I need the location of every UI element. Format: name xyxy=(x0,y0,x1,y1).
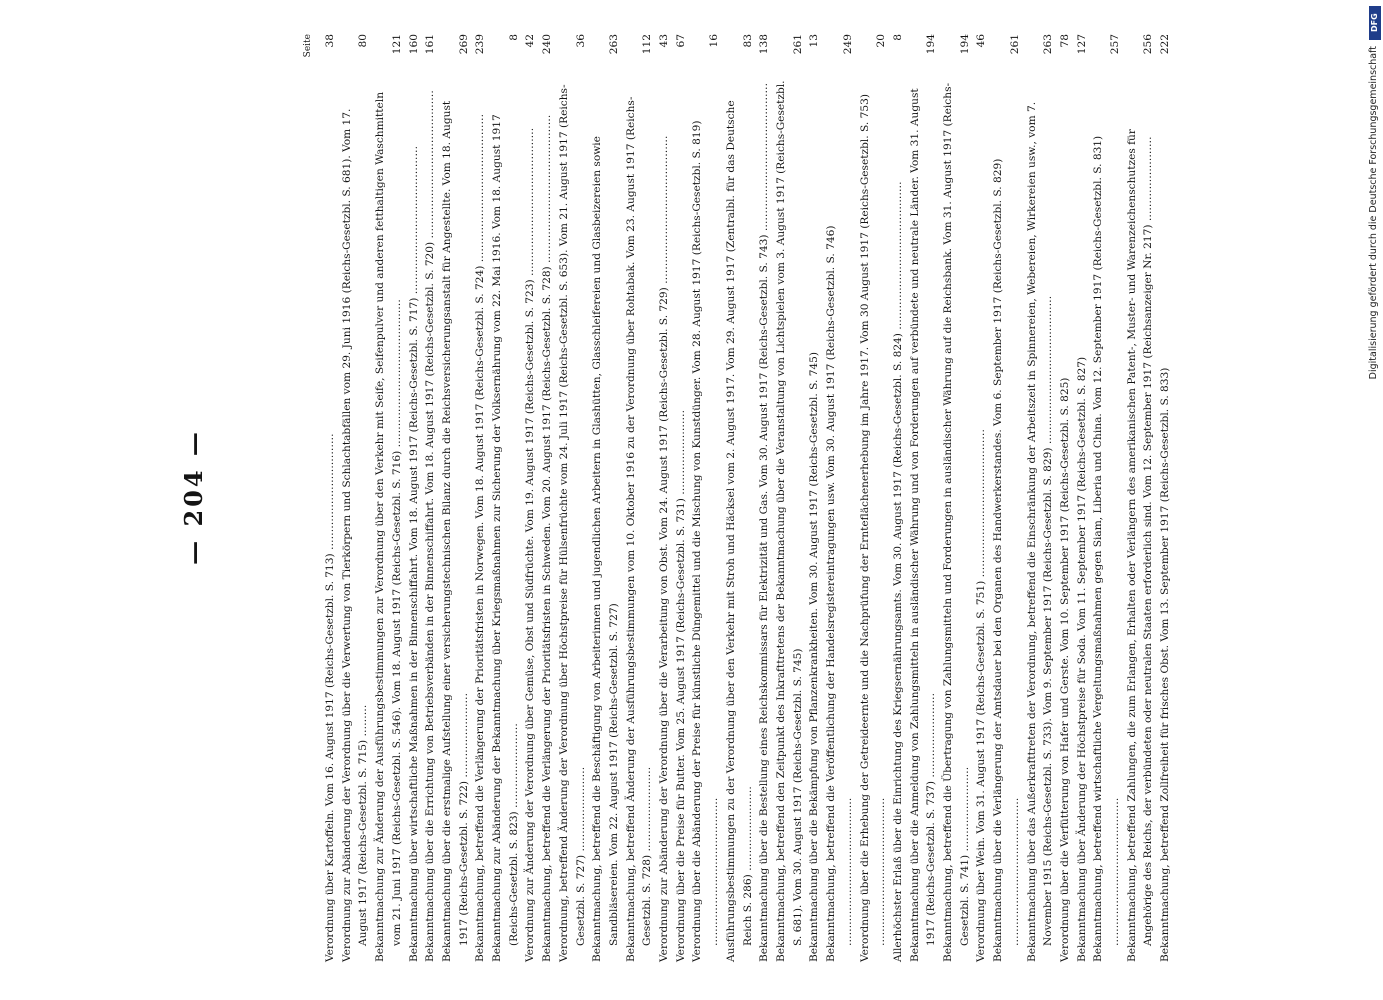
entry-text: Bekanntmachung, betreffend die Veröffentlichung der Handelsregistereintragungen usw. Vom 30. August 1917 (Reichs-Gesetzbl. S. 746) …………………………………… xyxy=(825,225,854,962)
entry-page-number: 240 xyxy=(541,34,554,55)
index-entry xyxy=(406,32,423,962)
entry-page-number: 20 xyxy=(875,34,888,48)
entry-text: Bekanntmachung, betreffend die Verlängerung der Prioritätsfristen in Norwegen. Vom 18. August 1917 (Reichs-Gesetzbl. S. 724) …………………………………… xyxy=(474,113,487,962)
entry-page-number: 263 xyxy=(1042,34,1055,55)
entry-page-number: 42 xyxy=(524,34,537,48)
index-entry xyxy=(940,32,973,962)
index-entry xyxy=(539,32,556,962)
index-entry xyxy=(973,32,990,962)
entry-page-number: 138 xyxy=(758,34,771,55)
entry-page-number: 78 xyxy=(1058,34,1071,48)
entry-text: Bekanntmachung, betreffend Zahlungen, die zum Erlangen, Erhalten oder Verlängern des amerikanischen Patent-, Muster- und Warenzeichenschutzes für Angehörige des Reichs, der verbündeten oder neutralen Staaten erforderlich sind. Vom 12. September 1917 (Reichsanzeiger Nr. 217) …………………… xyxy=(1125,129,1155,962)
entry-page-number: 80 xyxy=(357,34,370,48)
entry-page-number: 43 xyxy=(658,34,671,48)
entry-page-number: 263 xyxy=(607,34,620,55)
entry-text: Bekanntmachung über das Außerkrafttreten der Verordnung, betreffend die Einschränkung der Arbeitszeit in Spinnereien, Webereien, Wirkereien usw., vom 7. November 1915 (Reichs-Gesetzbl. S. 733). Vom 9. September 1917 (Reichs-Gesetzbl. S. 829) …………………………………… xyxy=(1025,101,1055,962)
entry-text: Ausführungsbestimmungen zu der Verordnung über den Verkehr mit Stroh und Häcksel vom 2. August 1917. Vom 29. August 1917 (Zentralbl. für das Deutsche Reich S. 286) …………………… xyxy=(724,100,754,962)
entry-text: Bekanntmachung, betreffend wirtschaftliche Vergeltungsmaßnahmen gegen Siam, Liberia und China. Vom 12. September 1917 (Reichs-Gesetzbl. S. 831) …………………………………… xyxy=(1092,135,1122,962)
entry-page-number: 16 xyxy=(708,34,721,48)
entry-text: Bekanntmachung über die Anmeldung von Zahlungsmitteln in ausländischer Währung und von Forderungen auf verbündete und neutrale Länder. Vom 31. August 1917 (Reichs-Gesetzbl. S. 737) …………………… xyxy=(908,88,938,962)
entry-page-number: 46 xyxy=(975,34,988,48)
dfg-credit-strip xyxy=(1367,6,1383,426)
entry-text: Bekanntmachung, betreffend die Beschäftigung von Arbeiterinnen und jugendlichen Arbeitern in Glashütten, Glasschleifereien und Glasbeizereien sowie Sandbläsereien. Vom 22. August 1917 (Reichs-Gesetzbl. S. 727) xyxy=(591,136,620,962)
entry-page-number: 8 xyxy=(507,34,520,41)
index-entry xyxy=(489,32,522,962)
index-entry xyxy=(756,32,773,962)
entry-text: Verordnung über die Abänderung der Preise für künstliche Düngemittel und die Mischung von Kunstdünger. Vom 28. August 1917 (Reichs-Gesetzbl. S. 819) …………………………………… xyxy=(691,120,721,962)
entry-text: Verordnung zur Änderung der Verordnung über Gemüse, Obst und Südfrüchte. Vom 19. August 1917 (Reichs-Gesetzbl. S. 723) …………………………………… xyxy=(524,127,537,962)
entry-page-number: 83 xyxy=(741,34,754,48)
index-entry-list xyxy=(322,32,1174,962)
entry-page-number: 38 xyxy=(324,34,336,48)
index-entry xyxy=(1074,32,1091,962)
entry-text: Bekanntmachung, betreffend die Verlängerung der Prioritätsfristen in Schweden. Vom 20. August 1917 (Reichs-Gesetzbl. S. 728) …………………………………… xyxy=(541,114,554,962)
index-entry xyxy=(823,32,856,962)
index-entry xyxy=(907,32,940,962)
entry-page-number: 256 xyxy=(1142,34,1155,55)
entry-page-number: 161 xyxy=(424,34,437,55)
entry-text: Verordnung, betreffend Änderung der Verordnung über Höchstpreise für Hülsenfrüchte vom 24. Juli 1917 (Reichs-Gesetzbl. S. 653). Vom 21. August 1917 (Reichs-Gesetzbl. S. 727) …………………… xyxy=(557,84,587,962)
index-entry xyxy=(689,32,722,962)
entry-text: Verordnung zur Abänderung der Verordnung über die Verwertung von Tierkörpern und Schlachtabfällen vom 29. Juni 1916 (Reichs-Gesetzbl. S. 681). Vom 17. August 1917 (Reichs-Gesetzbl. S. 715) ……… xyxy=(340,108,370,962)
entry-page-number: 112 xyxy=(641,34,654,55)
index-entry xyxy=(623,32,656,962)
seite-column-header: Seite xyxy=(303,34,313,58)
index-entry xyxy=(773,32,806,962)
entry-text: Bekanntmachung über die erstmalige Aufstellung einer versicherungstechnischen Bilanz durch die Reichsversicherungsanstalt für Angestellte. Vom 18. August 1917 (Reichs-Gesetzbl. S. 722) …………………… xyxy=(440,100,470,962)
index-entry xyxy=(806,32,823,962)
entry-page-number: 194 xyxy=(958,34,971,55)
dfg-credit-text: Digitalisierung gefördert durch die Deutsche Forschungsgemeinschaft xyxy=(1368,46,1379,380)
entry-text: Bekanntmachung, betreffend Änderung der Ausführungsbestimmungen vom 10. Oktober 1916 zu der Verordnung über Rohtabak. Vom 23. August 1917 (Reichs-Gesetzbl. S. 728) …………………… xyxy=(624,96,654,962)
entry-page-number: 121 xyxy=(390,34,403,55)
entry-page-number: 194 xyxy=(925,34,938,55)
index-entry xyxy=(322,32,339,962)
entry-page-number: 257 xyxy=(1109,34,1122,55)
index-entry xyxy=(439,32,472,962)
index-entry xyxy=(522,32,539,962)
index-entry xyxy=(472,32,489,962)
entry-text: Bekanntmachung über die Verlängerung der Amtsdauer bei den Organen des Handwerkerstandes. Vom 6. September 1917 (Reichs-Gesetzbl. S. 829) …………………………………… xyxy=(992,158,1021,962)
entry-text: Verordnung zur Abänderung der Verordnung über die Verarbeitung von Obst. Vom 24. August 1917 (Reichs-Gesetzbl. S. 729) …………………………………… xyxy=(658,135,671,962)
entry-page-number: 239 xyxy=(474,34,487,55)
entry-text: Verordnung über Wein. Vom 31. August 1917 (Reichs-Gesetzbl. S. 751) …………………………………… xyxy=(975,429,988,962)
entry-page-number: 269 xyxy=(457,34,470,55)
entry-text: Verordnung über die Verfütterung von Hafer und Gerste. Vom 10. September 1917 (Reichs-Gesetzbl. S. 825) xyxy=(1058,377,1071,962)
index-entry xyxy=(1057,32,1074,962)
index-entry xyxy=(1090,32,1123,962)
entry-text: Verordnung über die Erhebung der Getreideernte und die Nachprüfung der Ernteflächenerhebung im Jahre 1917. Vom 30 August 1917 (Reichs-Gesetzbl. S. 753) …………………………………… xyxy=(858,94,888,962)
entry-text: Bekanntmachung über wirtschaftliche Maßnahmen in der Binnenschiffahrt. Vom 18. August 1917 (Reichs-Gesetzbl. S. 717) …………………………………… xyxy=(407,145,420,962)
entry-text: Verordnung über die Preise für Butter. Vom 25. August 1917 (Reichs-Gesetzbl. S. 731) …………………… xyxy=(674,409,687,962)
entry-text: Bekanntmachung, betreffend die Übertragung von Zahlungsmitteln und Forderungen in ausländischer Währung auf die Reichsbank. Vom 31. August 1917 (Reichs-Gesetzbl. S. 741) …………………… xyxy=(942,82,971,962)
index-entry xyxy=(1124,32,1157,962)
index-entry xyxy=(990,32,1023,962)
entry-page-number: 261 xyxy=(791,34,804,55)
entry-text: Bekanntmachung, betreffend Zollfreiheit für frisches Obst. Vom 13. September 1917 (Reichs-Gesetzbl. S. 833) xyxy=(1159,367,1172,962)
index-entry xyxy=(723,32,756,962)
entry-text: Bekanntmachung über die Bekämpfung von Pflanzenkrankheiten. Vom 30. August 1917 (Reichs-Gesetzbl. S. 745) xyxy=(808,351,821,962)
entry-page-number: 8 xyxy=(891,34,904,41)
entry-page-number: 36 xyxy=(574,34,587,48)
index-entry xyxy=(857,32,890,962)
dfg-logo: DFG xyxy=(1369,6,1381,40)
entry-page-number: 222 xyxy=(1159,34,1172,55)
entry-page-number: 67 xyxy=(674,34,687,48)
entry-text: Bekanntmachung zur Abänderung der Bekanntmachung über Kriegsmaßnahmen zur Sicherung der Volksernährung vom 22. Mai 1916. Vom 18. August 1917 (Reichs-Gesetzbl. S. 823) …………………… xyxy=(491,114,520,962)
entry-page-number: 160 xyxy=(407,34,420,55)
index-entry xyxy=(1157,32,1174,962)
page-number: — 204 — xyxy=(179,429,208,565)
index-entry xyxy=(556,32,589,962)
entry-page-number: 249 xyxy=(841,34,854,55)
index-entry xyxy=(1024,32,1057,962)
entry-text: Bekanntmachung über die Bestellung eines Reichskommissars für Elektrizität und Gas. Vom 30. August 1917 (Reichs-Gesetzbl. S. 743) …………………………………… xyxy=(758,82,771,962)
entry-text: Bekanntmachung über Änderung der Höchstpreise für Soda. Vom 11. September 1917 (Reichs-Gesetzbl. S. 827) xyxy=(1075,356,1088,962)
index-entry xyxy=(589,32,622,962)
index-entry xyxy=(372,32,405,962)
index-entry xyxy=(673,32,690,962)
entry-text: Allerhöchster Erlaß über die Einrichtung des Kriegsernährungsamts. Vom 30. August 1917 (Reichs-Gesetzbl. S. 824) …………………………………… xyxy=(891,181,904,962)
index-entry xyxy=(656,32,673,962)
index-entry xyxy=(422,32,439,962)
index-entry xyxy=(890,32,907,962)
entry-text: Bekanntmachung, betreffend den Zeitpunkt des Inkrafttretens der Bekanntmachung über die Veranstaltung von Lichtspielen vom 3. August 1917 (Reichs-Gesetzbl. S. 681). Vom 30. August 1917 (Reichs-Gesetzbl. S. 745) xyxy=(774,80,804,962)
entry-page-number: 127 xyxy=(1075,34,1088,55)
entry-page-number: 13 xyxy=(808,34,821,48)
entry-page-number: 261 xyxy=(1008,34,1021,55)
rotated-page-content xyxy=(157,32,1227,962)
entry-text: Verordnung über Kartoffeln. Vom 16. August 1917 (Reichs-Gesetzbl. S. 713) …………………………… xyxy=(324,433,336,962)
entry-text: Bekanntmachung über die Errichtung von Betriebsverbänden in der Binnenschiffahrt. Vom 18. August 1917 (Reichs-Gesetzbl. S. 720) …………………………………… xyxy=(424,90,437,962)
entry-text: Bekanntmachung zur Änderung der Ausführungsbestimmungen zur Verordnung über den Verkehr mit Seife, Seifenpulver und anderen fetthaltigen Waschmitteln vom 21. Juni 1917 (Reichs-Gesetzbl. S. 546). Vom 18. August 1917 (Reichs-Gesetzbl. S. 716) …………………………………… xyxy=(374,91,403,962)
index-entry xyxy=(339,32,372,962)
